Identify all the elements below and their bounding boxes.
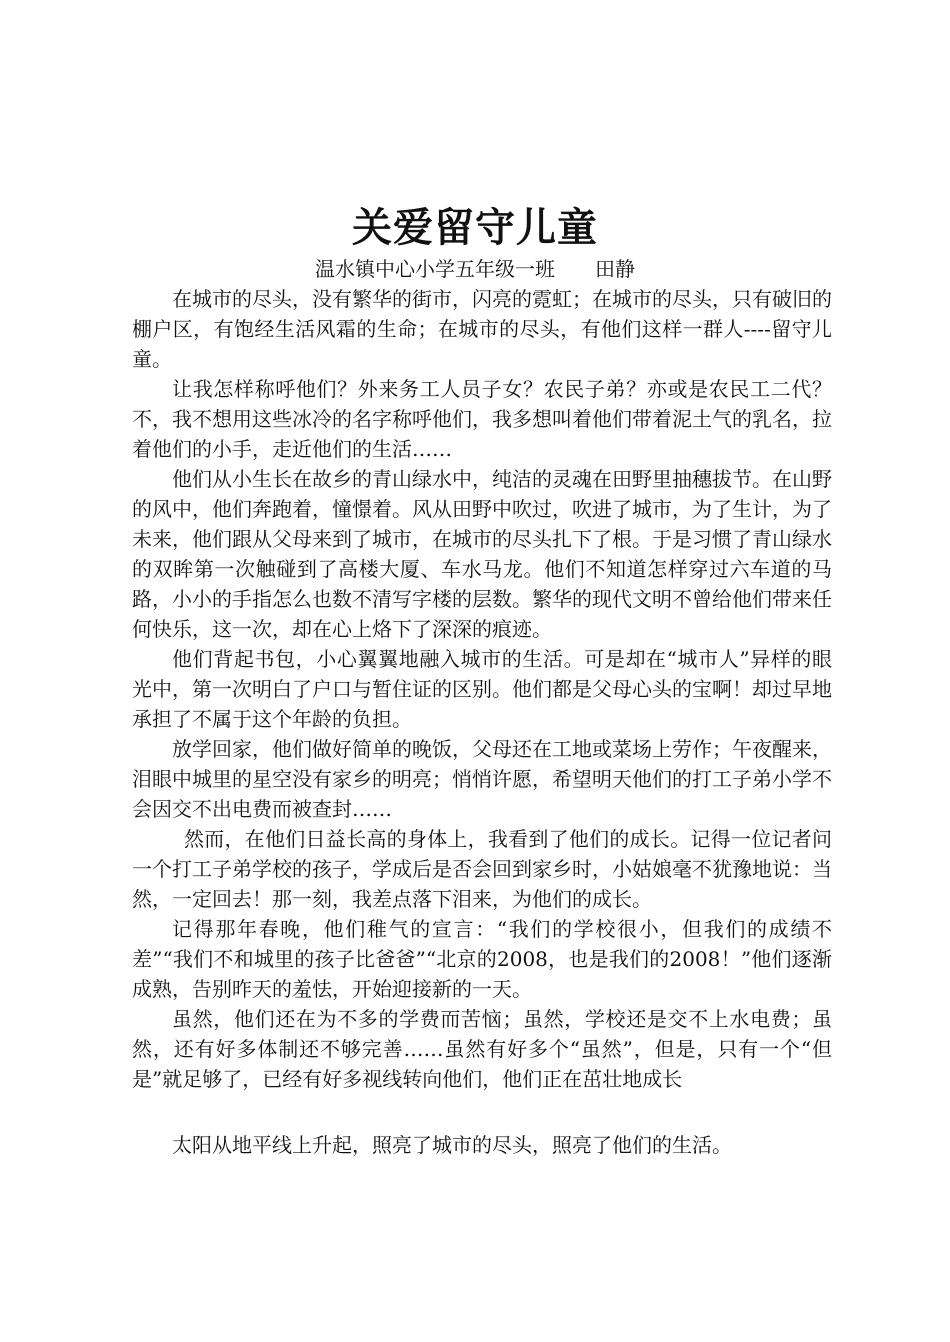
- document-title: 关爱留守儿童: [352, 204, 598, 251]
- paragraph: 虽然，他们还在为不多的学费而苦恼；虽然，学校还是交不上水电费；虽然，还有好多体制还不够完善……虽然有好多个“虽然”，但是，只有一个“但是”就足够了，已经有好多视线转向他们，他们正在茁壮地成长: [132, 1007, 832, 1091]
- paragraph: 他们从小生长在故乡的青山绿水中，纯洁的灵魂在田野里抽穗拔节。在山野的风中，他们奔跑着，憧憬着。风从田野中吹过，吹进了城市，为了生计，为了未来，他们跟从父母来到了城市，在城市的尽头扎下了根。于是习惯了青山绿水的双眸第一次触碰到了高楼大厦、车水马龙。他们不知道怎样穿过六车道的马路，小小的手指怎么也数不清写字楼的层数。繁华的现代文明不曾给他们带来任何快乐，这一次，却在心上烙下了深深的痕迹。: [132, 467, 832, 641]
- document-body: [132, 284, 832, 1160]
- paragraph: 他们背起书包，小心翼翼地融入城市的生活。可是却在“城市人”异样的眼光中，第一次明白了户口与暂住证的区别。他们都是父母心头的宝啊！却过早地承担了不属于这个年龄的负担。: [132, 647, 832, 731]
- paragraph: 在城市的尽头，没有繁华的街市，闪亮的霓虹；在城市的尽头，只有破旧的棚户区，有饱经生活风霜的生命；在城市的尽头，有他们这样一群人----留守儿童。: [132, 287, 832, 371]
- paragraph-spacer: [132, 1094, 832, 1130]
- closing-paragraph: 太阳从地平线上升起，照亮了城市的尽头，照亮了他们的生活。: [172, 1133, 732, 1157]
- paragraph: 放学回家，他们做好简单的晚饭，父母还在工地或菜场上劳作；午夜醒来，泪眼中城里的星空没有家乡的明亮；悄悄许愿，希望明天他们的打工子弟小学不会因交不出电费而被查封……: [132, 737, 832, 821]
- author-line: [0, 254, 950, 284]
- author-name: 田静: [595, 257, 635, 281]
- paragraph: 让我怎样称呼他们？外来务工人员子女？农民子弟？亦或是农民工二代？不，我不想用这些冰冷的名字称呼他们，我多想叫着他们带着泥土气的乳名，拉着他们的小手，走近他们的生活……: [132, 377, 832, 461]
- paragraph: 然而，在他们日益长高的身体上，我看到了他们的成长。记得一位记者问一个打工子弟学校的孩子，学成后是否会回到家乡时，小姑娘毫不犹豫地说：当然，一定回去！那一刻，我差点落下泪来，为他们的成长。: [132, 827, 832, 911]
- author-school: 温水镇中心小学五年级一班: [315, 257, 555, 281]
- paragraph: 记得那年春晚，他们稚气的宣言：“我们的学校很小，但我们的成绩不差”“我们不和城里的孩子比爸爸”“北京的2008，也是我们的2008！”他们逐渐成熟，告别昨天的羞怯，开始迎接新的一天。: [132, 917, 832, 1001]
